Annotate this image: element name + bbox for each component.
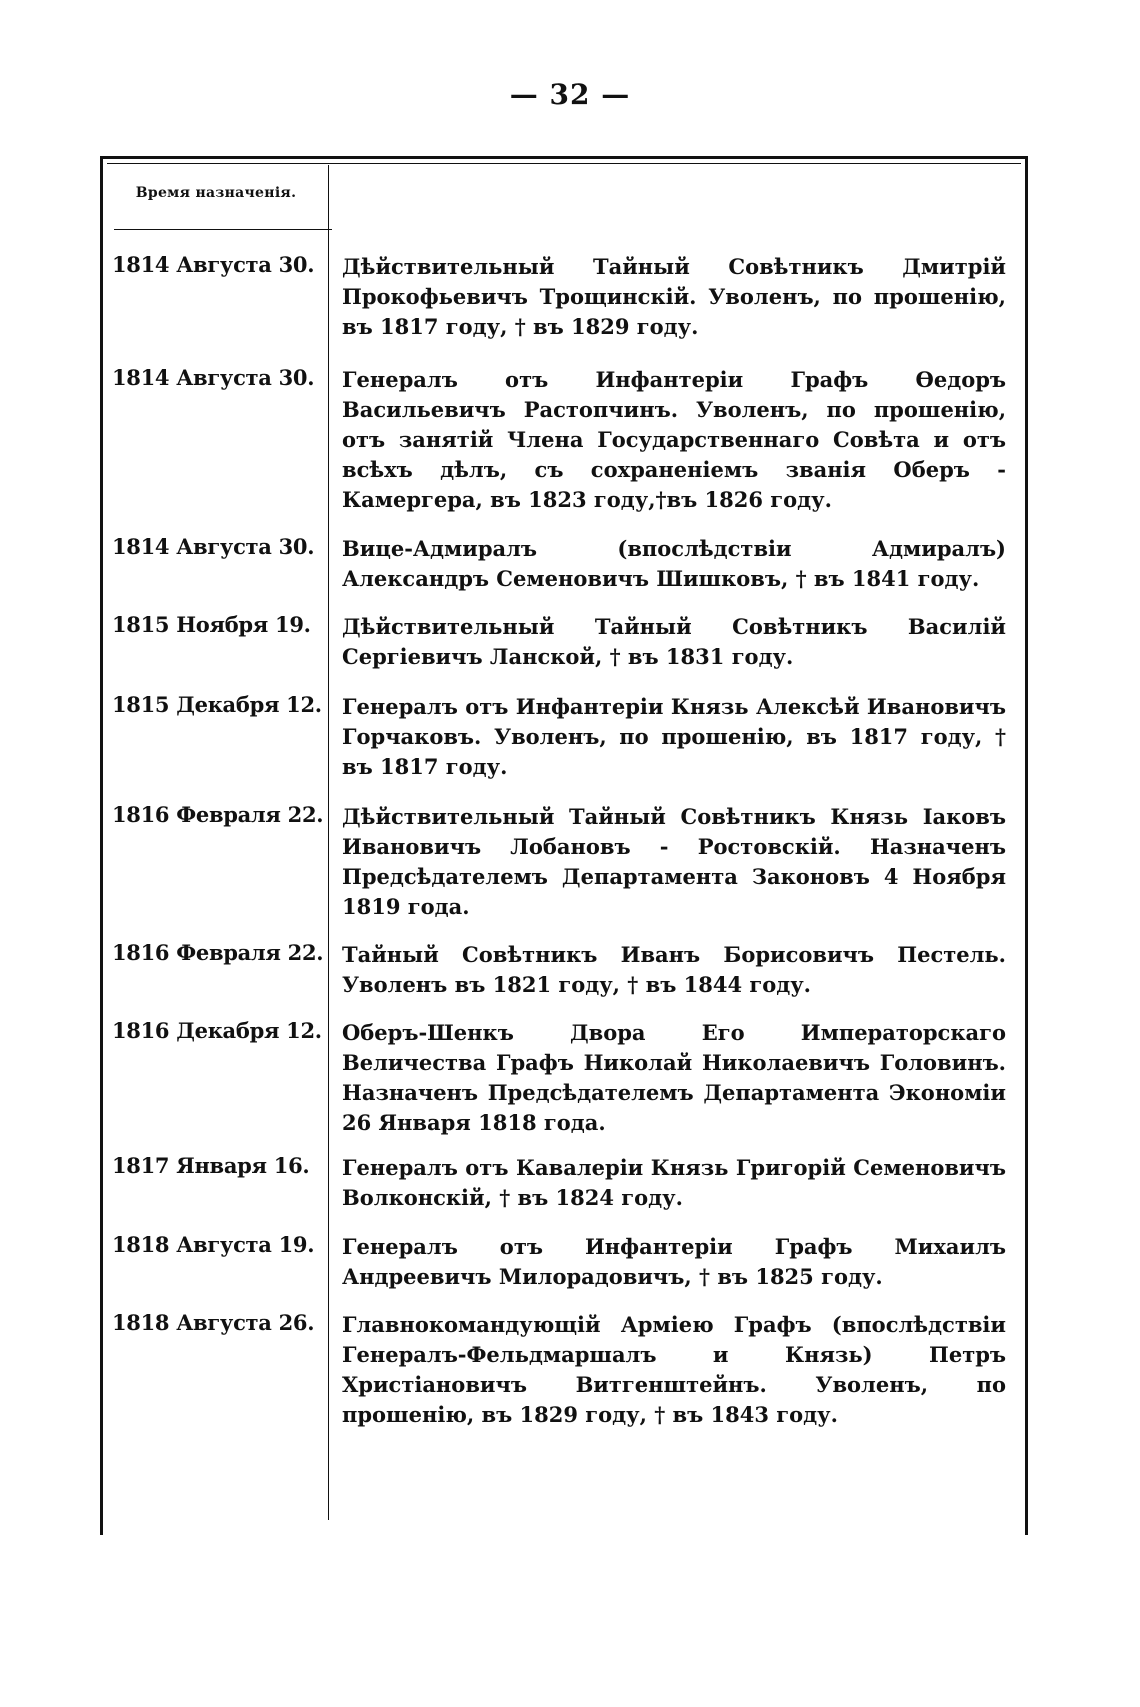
appointment-date: 1818 Августа 26. <box>112 1310 315 1335</box>
appointment-date: 1814 Августа 30. <box>112 365 315 390</box>
column-header-time: Время назначенія. <box>135 185 297 201</box>
appointment-date: 1815 Ноября 19. <box>112 612 311 637</box>
appointment-date: 1818 Августа 19. <box>112 1232 315 1257</box>
appointment-text: Дѣйствительный Тайный Совѣтникъ Князь Іаковъ Ивановичъ Лобановъ - Ростовскій. Назначенъ Предсѣдателемъ Департамента Законовъ 4 Ноября 1819 года. <box>342 804 1006 919</box>
appointment-text: Главнокомандующій Арміею Графъ (впослѣдствіи Генералъ-Фельдмаршалъ и Князь) Петръ Христіановичъ Витгенштейнъ. Уволенъ, по прошенію, въ 1829 году, † въ 1843 году. <box>342 1312 1006 1427</box>
page-number: — 32 — <box>509 78 631 111</box>
appointment-date: 1814 Августа 30. <box>112 534 315 559</box>
appointment-text: Дѣйствительный Тайный Совѣтникъ Василій Сергіевичъ Ланской, † въ 1831 году. <box>342 614 1006 669</box>
appointment-text: Генералъ отъ Инфантеріи Графъ Михаилъ Андреевичъ Милорадовичъ, † въ 1825 году. <box>342 1234 1006 1289</box>
appointment-text: Генералъ отъ Инфантеріи Графъ Ѳедоръ Васильевичъ Растопчинъ. Уволенъ, по прошенію, отъ занятій Члена Государственнаго Совѣта и отъ всѣхъ дѣлъ, съ сохраненіемъ званія Оберъ - Камергера, въ 1823 году,†въ 1826 году. <box>342 367 1006 512</box>
appointment-date: 1816 Февраля 22. <box>112 940 324 965</box>
appointment-text: Вице-Адмиралъ (впослѣдствіи Адмиралъ) Александръ Семеновичъ Шишковъ, † въ 1841 году. <box>342 536 1006 591</box>
appointment-date: 1817 Января 16. <box>112 1153 310 1178</box>
appointment-text: Дѣйствительный Тайный Совѣтникъ Дмитрій Прокофьевичъ Трощинскій. Уволенъ, по прошенію, въ 1817 году, † въ 1829 году. <box>342 254 1006 339</box>
appointment-text: Генералъ отъ Инфантеріи Князь Алексѣй Ивановичъ Горчаковъ. Уволенъ, по прошенію, въ 1817 году, † въ 1817 году. <box>342 694 1006 779</box>
appointment-date: 1814 Августа 30. <box>112 252 315 277</box>
appointment-text: Оберъ-Шенкъ Двора Его Императорскаго Величества Графъ Николай Николаевичъ Головинъ. Назначенъ Предсѣдателемъ Департамента Экономіи 26 Января 1818 года. <box>342 1020 1006 1135</box>
header-underline <box>114 229 332 230</box>
appointment-date: 1815 Декабря 12. <box>112 692 322 717</box>
appointment-date: 1816 Декабря 12. <box>112 1018 322 1043</box>
appointment-text: Тайный Совѣтникъ Иванъ Борисовичъ Пестель. Уволенъ въ 1821 году, † въ 1844 году. <box>342 942 1006 997</box>
appointment-date: 1816 Февраля 22. <box>112 802 324 827</box>
appointment-text: Генералъ отъ Кавалеріи Князь Григорій Семеновичъ Волконскій, † въ 1824 году. <box>342 1155 1006 1210</box>
column-divider <box>328 165 329 1520</box>
